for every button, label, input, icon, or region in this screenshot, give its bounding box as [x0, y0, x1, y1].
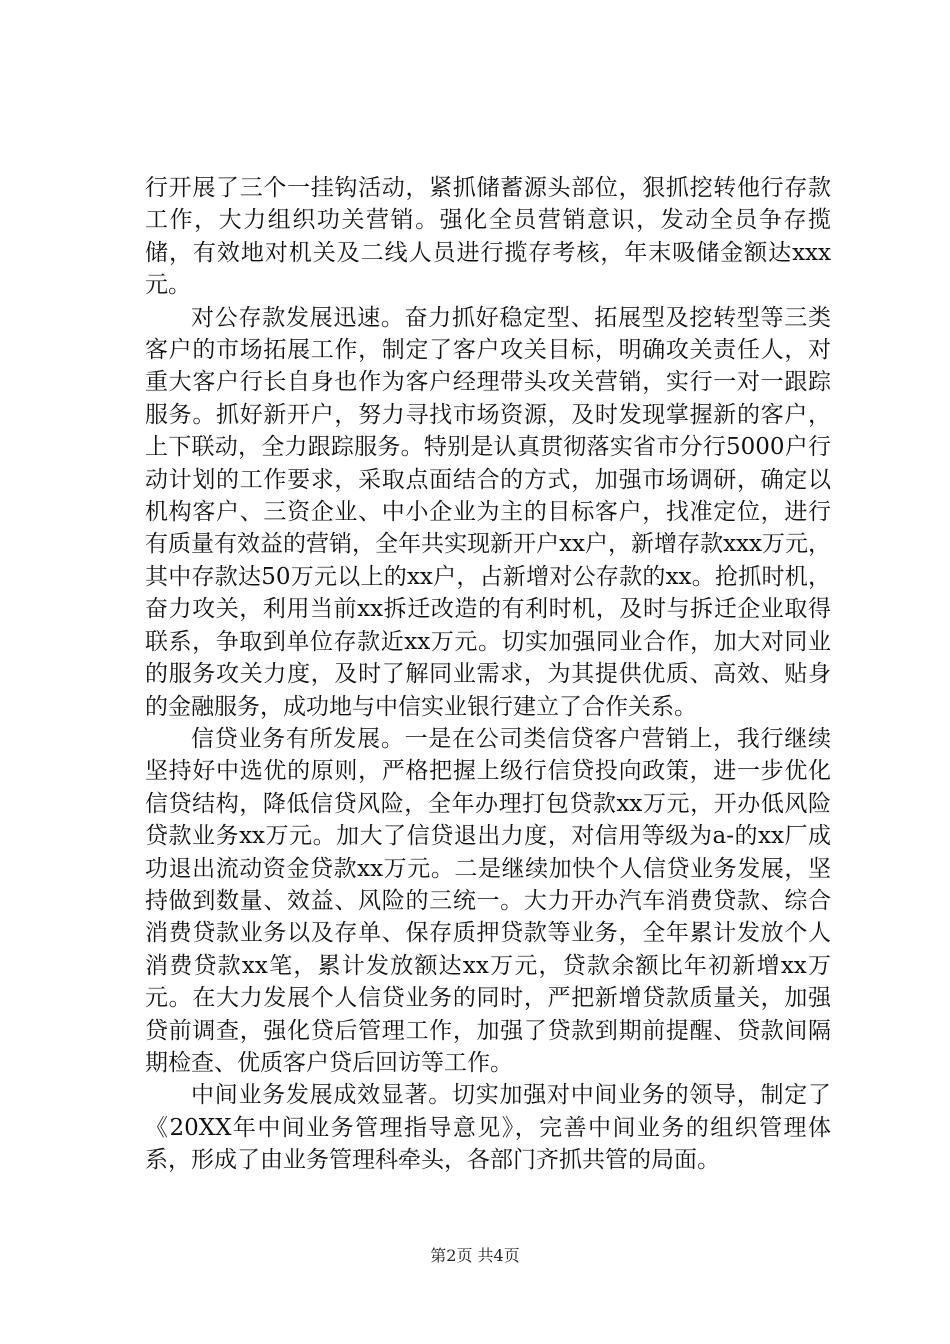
page-footer: 第2页 共4页: [430, 1246, 520, 1265]
document-body: [145, 172, 831, 1177]
paragraph-3: 信贷业务有所发展。一是在公司类信贷客户营销上，我行继续坚持好中选优的原则，严格把握上级行信贷投向政策，进一步优化信贷结构，降低信贷风险，全年办理打包贷款xx万元，开办低风险贷款业务xx万元。加大了信贷退出力度，对信用等级为a-的xx厂成功退出流动资金贷款xx万元。二是继续加快个人信贷业务发展，坚持做到数量、效益、风险的三统一。大力开办汽车消费贷款、综合消费贷款业务以及存单、保存质押贷款等业务，全年累计发放个人消费贷款xx笔，累计发放额达xx万元，贷款余额比年初新增xx万元。在大力发展个人信贷业务的同时，严把新增贷款质量关，加强贷前调查，强化贷后管理工作，加强了贷款到期前提醒、贷款间隔期检查、优质客户贷后回访等工作。: [145, 725, 831, 1076]
paragraph-4: 中间业务发展成效显著。切实加强对中间业务的领导，制定了《20XX年中间业务管理指导意见》，完善中间业务的组织管理体系，形成了由业务管理科牵头，各部门齐抓共管的局面。: [145, 1082, 831, 1174]
paragraph-1: 行开展了三个一挂钩活动，紧抓储蓄源头部位，狠抓挖转他行存款工作，大力组织功关营销。强化全员营销意识，发动全员争存揽储，有效地对机关及二线人员进行揽存考核，年末吸储金额达xxx元。: [145, 175, 831, 299]
paragraph-2: 对公存款发展迅速。奋力抓好稳定型、拓展型及挖转型等三类客户的市场拓展工作，制定了客户攻关目标，明确攻关责任人，对重大客户行长自身也作为客户经理带头攻关营销，实行一对一跟踪服务。抓好新开户，努力寻找市场资源，及时发现掌握新的客户，上下联动，全力跟踪服务。特别是认真贯彻落实省市分行5000户行动计划的工作要求，采取点面结合的方式，加强市场调研，确定以机构客户、三资企业、中小企业为主的目标客户，找准定位，进行有质量有效益的营销，全年共实现新开户xx户，新增存款xxx万元，其中存款达50万元以上的xx户，占新增对公存款的xx。抢抓时机，奋力攻关，利用当前xx拆迁改造的有利时机，及时与拆迁企业取得联系，争取到单位存款近xx万元。切实加强同业合作，加大对同业的服务攻关力度，及时了解同业需求，为其提供优质、高效、贴身的金融服务，成功地与中信实业银行建立了合作关系。: [145, 304, 831, 720]
